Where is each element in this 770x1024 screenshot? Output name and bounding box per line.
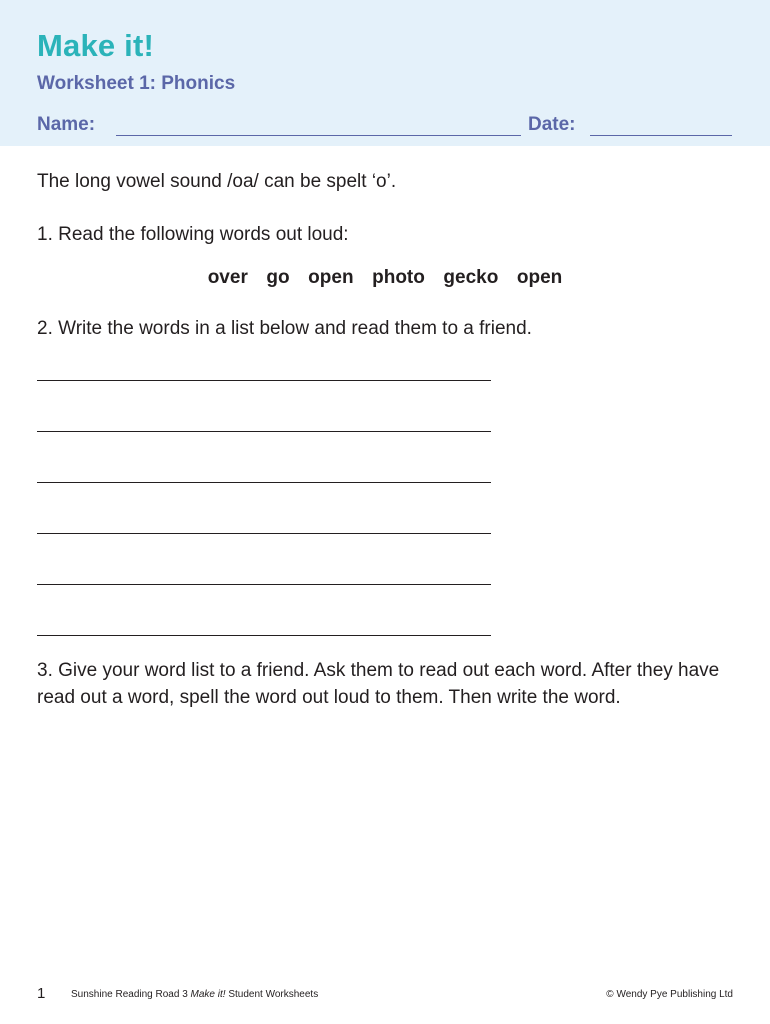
writing-line[interactable]	[37, 482, 491, 483]
date-label: Date:	[528, 114, 576, 135]
page-number: 1	[37, 985, 46, 1002]
intro-text: The long vowel sound /oa/ can be spelt ‘o’.	[37, 171, 397, 192]
question-1: 1. Read the following words out loud:	[37, 224, 349, 245]
question-3: 3. Give your word list to a friend. Ask them to read out each word. After they have read out a word, spell the word out loud to them. Then write the word.	[37, 660, 720, 708]
name-field[interactable]	[116, 135, 521, 136]
footer-copyright: © Wendy Pye Publishing Ltd	[606, 989, 733, 1000]
word-list: over go open photo gecko open	[207, 267, 563, 288]
page-footer	[0, 985, 770, 1005]
worksheet-title: Make it!	[37, 28, 155, 63]
name-label: Name:	[37, 114, 96, 135]
name-date-row	[37, 114, 737, 140]
footer-series-title	[71, 989, 318, 1001]
worksheet-header	[0, 0, 770, 146]
writing-line[interactable]	[37, 584, 491, 585]
worksheet-subtitle: Worksheet 1: Phonics	[37, 73, 236, 94]
footer-series-suffix: Student Worksheets	[225, 989, 319, 1000]
writing-line[interactable]	[37, 533, 491, 534]
question-2: 2. Write the words in a list below and read them to a friend.	[37, 318, 532, 339]
footer-series-prefix: Sunshine Reading Road 3	[71, 989, 191, 1000]
writing-line[interactable]	[37, 635, 491, 636]
footer-series-italic: Make it!	[190, 989, 226, 1000]
writing-line[interactable]	[37, 431, 491, 432]
date-field[interactable]	[590, 135, 732, 136]
writing-line[interactable]	[37, 380, 491, 381]
